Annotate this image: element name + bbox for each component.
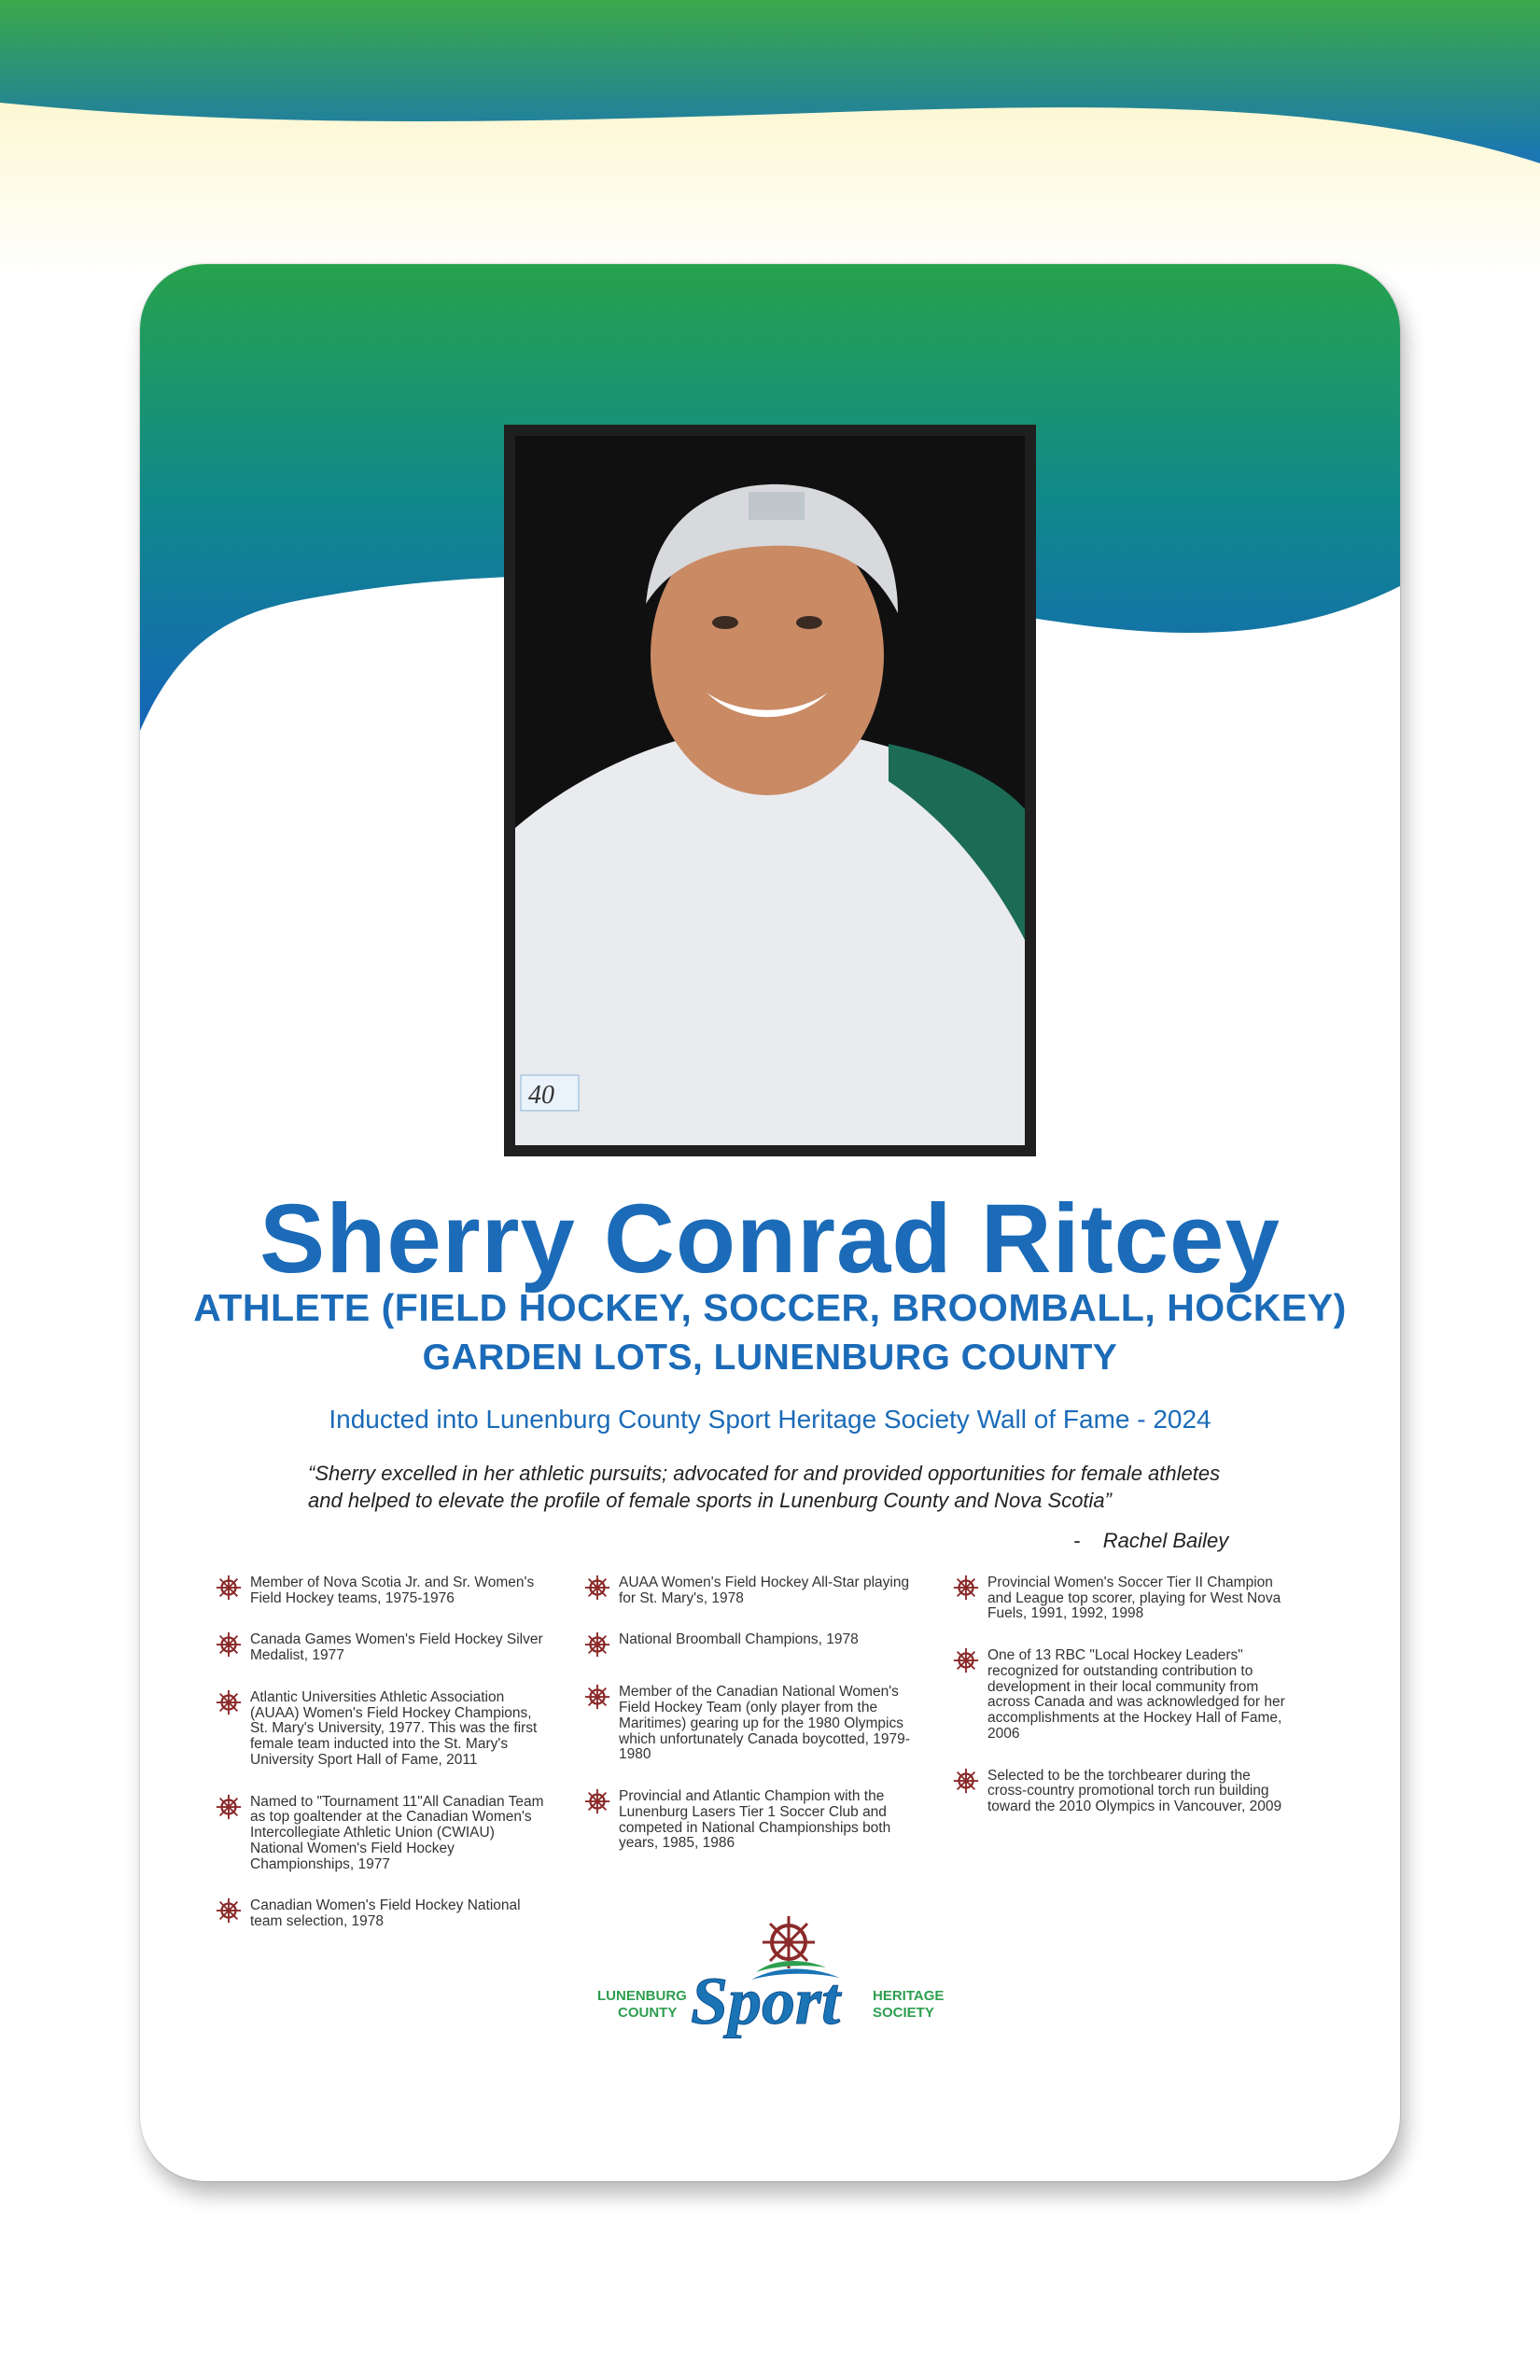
- achievement-item: [952, 1648, 1288, 1742]
- ship-wheel-icon: [215, 1574, 243, 1602]
- induction-statement: Inducted into Lunenburg County Sport Heritage Society Wall of Fame - 2024: [329, 1405, 1211, 1434]
- achievement-text: Member of the Canadian National Women's Field Hockey Team (only player from the Maritimes) gearing up for the 1980 Olympics which unfortunately Canada boycotted, 1979-1980: [619, 1684, 910, 1763]
- achievement-item: [215, 1898, 551, 1929]
- logo-text-county: COUNTY: [618, 2005, 678, 2021]
- hall-of-fame-card: [140, 264, 1400, 2181]
- ship-wheel-icon: [215, 1897, 243, 1925]
- achievement-item: [952, 1575, 1288, 1622]
- achievement-item: [583, 1789, 919, 1852]
- ship-wheel-icon: [583, 1574, 611, 1602]
- achievement-text: Selected to be the torchbearer during the cross-country promotional torch run building toward the 2010 Olympics in Vancouver, 2009: [987, 1767, 1282, 1815]
- ship-wheel-icon: [763, 1916, 815, 1968]
- achievement-item: [215, 1632, 551, 1663]
- tribute-quote: “Sherry excelled in her athletic pursuits; advocated for and provided opportunities for female athletes and helped to elevate the profile of female sports in Lunenburg County and Nova Scotia”: [308, 1462, 1221, 1512]
- achievement-text: AUAA Women's Field Hockey All-Star playing for St. Mary's, 1978: [619, 1575, 910, 1606]
- achievement-item: [583, 1575, 919, 1606]
- logo-script-sport: Sport: [691, 1964, 841, 2038]
- inductee-photo: [504, 425, 1036, 1156]
- achievement-text: Atlantic Universities Athletic Association (AUAA) Women's Field Hockey Champions, St. Mary's University, 1977. This was the first female team inducted into the St. Mary's University Sport Hall of Fame, 2011: [250, 1688, 538, 1768]
- achievement-item: [215, 1795, 551, 1873]
- ship-wheel-icon: [583, 1631, 611, 1659]
- achievement-text: Named to "Tournament 11"All Canadian Team as top goaltender at the Canadian Women's Intercollegiate Athletic Union (CWIAU) National Women's Field Hockey Championships, 1977: [250, 1793, 544, 1872]
- achievement-text: National Broomball Champions, 1978: [619, 1631, 859, 1648]
- inductee-hometown: GARDEN LOTS, LUNENBURG COUNTY: [422, 1337, 1118, 1378]
- ship-wheel-icon: [952, 1574, 980, 1602]
- achievements-column-2: [583, 1575, 919, 1878]
- achievement-item: [583, 1685, 919, 1763]
- achievement-text: Provincial and Atlantic Champion with the Lunenburg Lasers Tier 1 Soccer Club and competed in National Championships both years, 1985, 1986: [619, 1788, 891, 1852]
- achievement-text: Member of Nova Scotia Jr. and Sr. Women's Field Hockey teams, 1975-1976: [250, 1575, 535, 1606]
- achievements-column-1: [215, 1575, 551, 1956]
- achievement-item: [583, 1632, 919, 1659]
- inductee-name: Sherry Conrad Ritcey: [259, 1184, 1281, 1294]
- logo-text-society: SOCIETY: [873, 2005, 934, 2021]
- achievement-item: [952, 1769, 1288, 1815]
- achievements-column-3: [952, 1575, 1288, 1841]
- ship-wheel-icon: [215, 1688, 243, 1716]
- ship-wheel-icon: [583, 1683, 611, 1711]
- photo-bib-number: 40: [528, 1081, 554, 1110]
- achievement-item: [215, 1690, 551, 1769]
- ship-wheel-icon: [215, 1631, 243, 1659]
- achievement-text: Canadian Women's Field Hockey National team selection, 1978: [250, 1897, 521, 1930]
- quote-author: - Rachel Bailey: [1073, 1529, 1229, 1552]
- top-wave-banner: [0, 0, 1540, 280]
- inductee-role: ATHLETE (FIELD HOCKEY, SOCCER, BROOMBALL, HOCKEY): [193, 1286, 1347, 1329]
- achievement-text: Canada Games Women's Field Hockey Silver Medalist, 1977: [250, 1631, 543, 1664]
- achievement-item: [215, 1575, 551, 1606]
- ship-wheel-icon: [952, 1646, 980, 1674]
- lunenburg-county-sport-heritage-logo: [588, 1907, 961, 2047]
- achievement-text: Provincial Women's Soccer Tier II Champion and League top scorer, playing for West Nova Fuels, 1991, 1992, 1998: [987, 1575, 1281, 1622]
- logo-text-lunenburg: LUNENBURG: [597, 1988, 687, 2004]
- ship-wheel-icon: [952, 1767, 980, 1795]
- ship-wheel-icon: [583, 1787, 611, 1815]
- ship-wheel-icon: [215, 1793, 243, 1821]
- logo-text-heritage: HERITAGE: [873, 1988, 945, 2004]
- achievement-text: One of 13 RBC "Local Hockey Leaders" recognized for outstanding contribution to development in their local community from across Canada and was acknowledged for her accomplishments at the Hockey Hall of Fame, 2006: [987, 1647, 1285, 1742]
